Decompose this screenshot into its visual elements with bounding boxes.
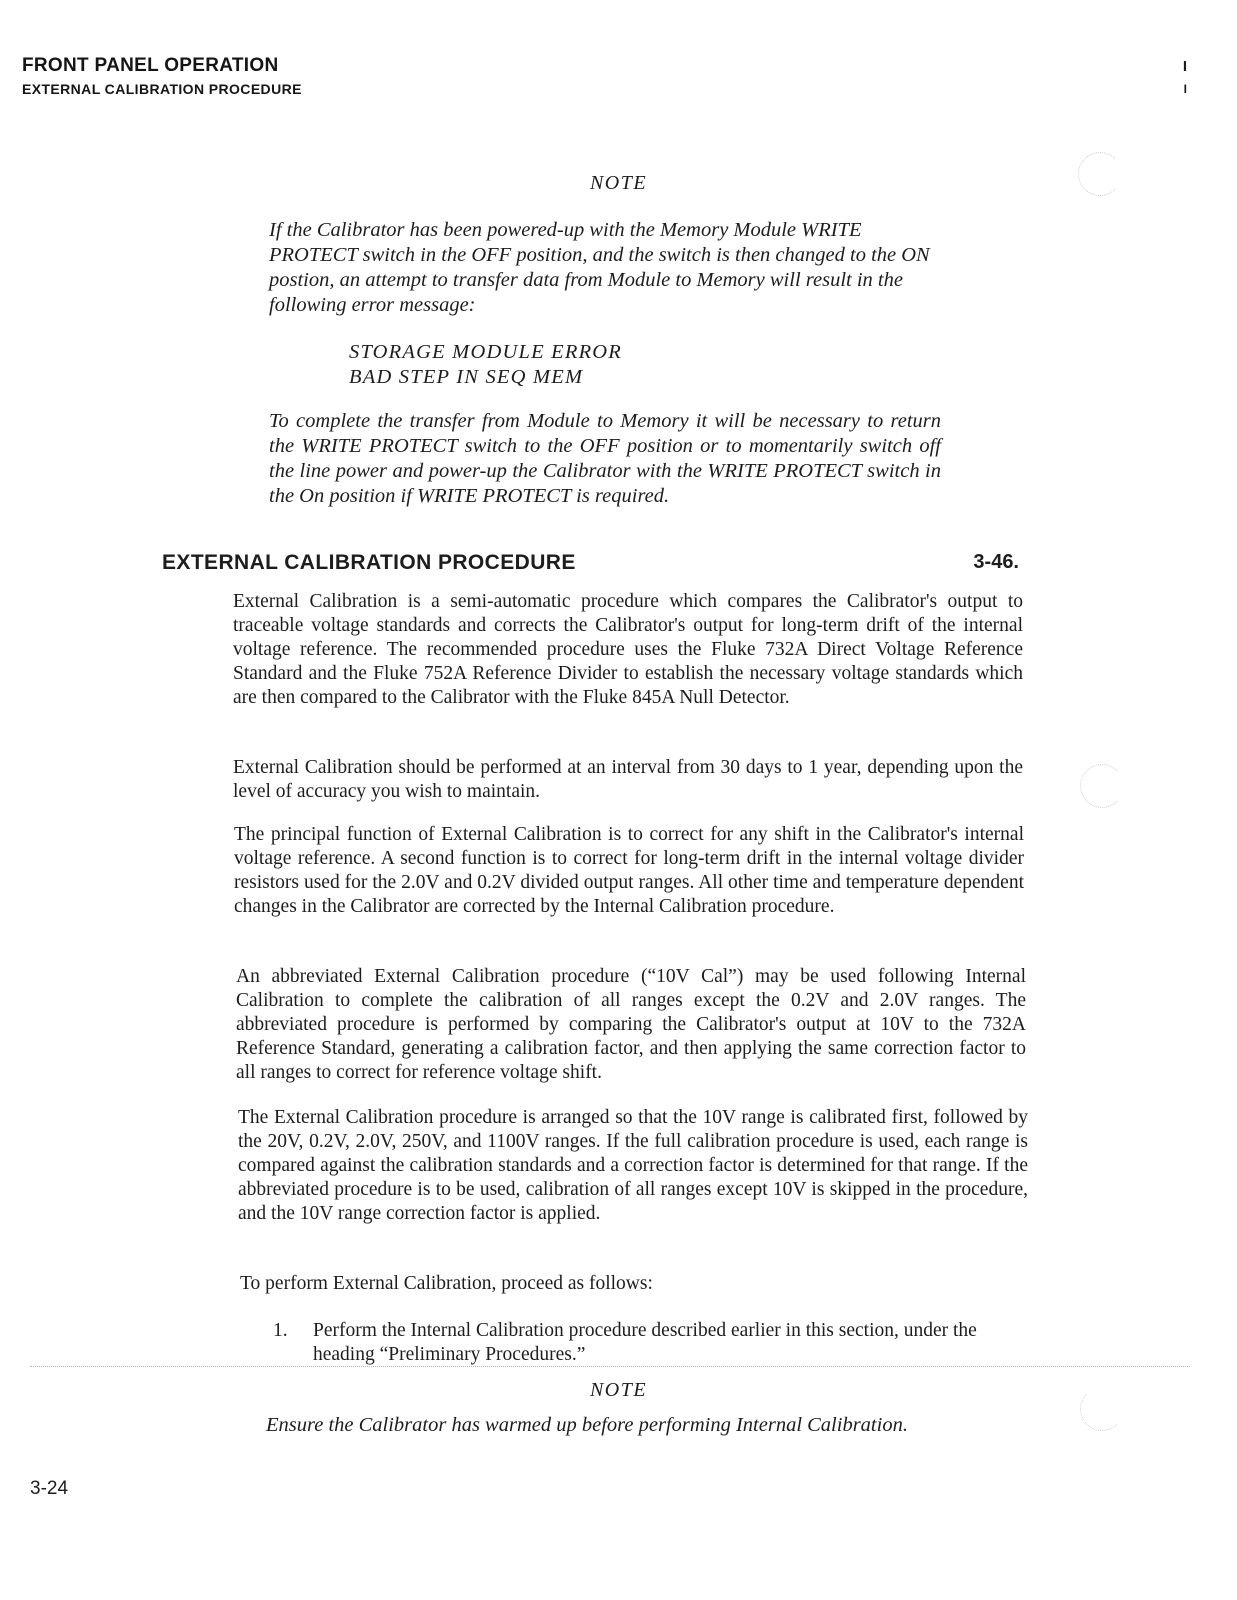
note-title: NOTE — [589, 1379, 648, 1401]
running-header-subtitle: EXTERNAL CALIBRATION PROCEDURE — [22, 81, 302, 97]
section-title: EXTERNAL CALIBRATION PROCEDURE — [162, 551, 576, 574]
error-message — [349, 340, 622, 390]
step-text: Perform the Internal Calibration procedure described earlier in this section, under the heading “Preliminary Procedures.” — [313, 1320, 977, 1365]
edge-mark: I — [1182, 58, 1187, 75]
section-number: 3-46. — [973, 551, 1019, 573]
body-paragraph: External Calibration should be performed at an interval from 30 days to 1 year, depending upon the level of accuracy you wish to maintain. — [233, 757, 1023, 802]
note-text: To complete the transfer from Module to Memory it will be necessary to return the WRITE PROTECT switch to the OFF position or to momentarily switch off the line power and power-up the Calibrator with the WRITE PROTECT switch in the On position if WRITE PROTECT is required. — [269, 410, 941, 507]
page-number: 3-24 — [30, 1478, 69, 1499]
punch-hole-mark — [1080, 764, 1124, 808]
note-text: If the Calibrator has been powered-up with the Memory Module WRITE PROTECT switch in the OFF position, and the switch is then changed to the ON postion, an attempt to transfer data from Module to Memory will result in the following error message: — [269, 219, 930, 316]
body-paragraph: An abbreviated External Calibration procedure (“10V Cal”) may be used following Internal Calibration to complete the calibration of all ranges except the 0.2V and 2.0V ranges. The abbreviated procedure is performed by comparing the Calibrator's output at 10V to the 732A Reference Standard, generating a calibration factor, and then applying the same correction factor to all ranges to correct for reference voltage shift. — [236, 966, 1026, 1083]
page-divider — [30, 1366, 1190, 1367]
running-header-title: FRONT PANEL OPERATION — [22, 55, 279, 76]
body-paragraph: External Calibration is a semi-automatic procedure which compares the Calibrator's output to traceable voltage standards and corrects the Calibrator's output for long-term drift of the internal voltage reference. The recommended procedure uses the Fluke 732A Direct Voltage Reference Standard and the Fluke 752A Reference Divider to establish the necessary voltage standards which are then compared to the Calibrator with the Fluke 845A Null Detector. — [233, 591, 1023, 708]
edge-mark: I — [1183, 82, 1187, 96]
note-title: NOTE — [589, 172, 648, 194]
note-text: Ensure the Calibrator has warmed up before performing Internal Calibration. — [266, 1414, 908, 1436]
error-message-line: STORAGE MODULE ERROR — [349, 341, 623, 363]
body-paragraph: The External Calibration procedure is arranged so that the 10V range is calibrated first, followed by the 20V, 0.2V, 2.0V, 250V, and 1100V ranges. If the full calibration procedure is used, each range is compared against the calibration standards and a correction factor is determined for that range. If the abbreviated procedure is to be used, calibration of all ranges except 10V is skipped in the procedure, and the 10V range correction factor is applied. — [238, 1107, 1028, 1224]
body-paragraph: To perform External Calibration, proceed as follows: — [240, 1273, 653, 1294]
error-message-line: BAD STEP IN SEQ MEM — [349, 366, 584, 388]
body-paragraph: The principal function of External Calibration is to correct for any shift in the Calibrator's internal voltage reference. A second function is to correct for long-term drift in the internal voltage divider resistors used for the 2.0V and 0.2V divided output ranges. All other time and temperature dependent changes in the Calibrator are corrected by the Internal Calibration procedure. — [234, 824, 1024, 917]
step-number: 1. — [273, 1320, 288, 1341]
